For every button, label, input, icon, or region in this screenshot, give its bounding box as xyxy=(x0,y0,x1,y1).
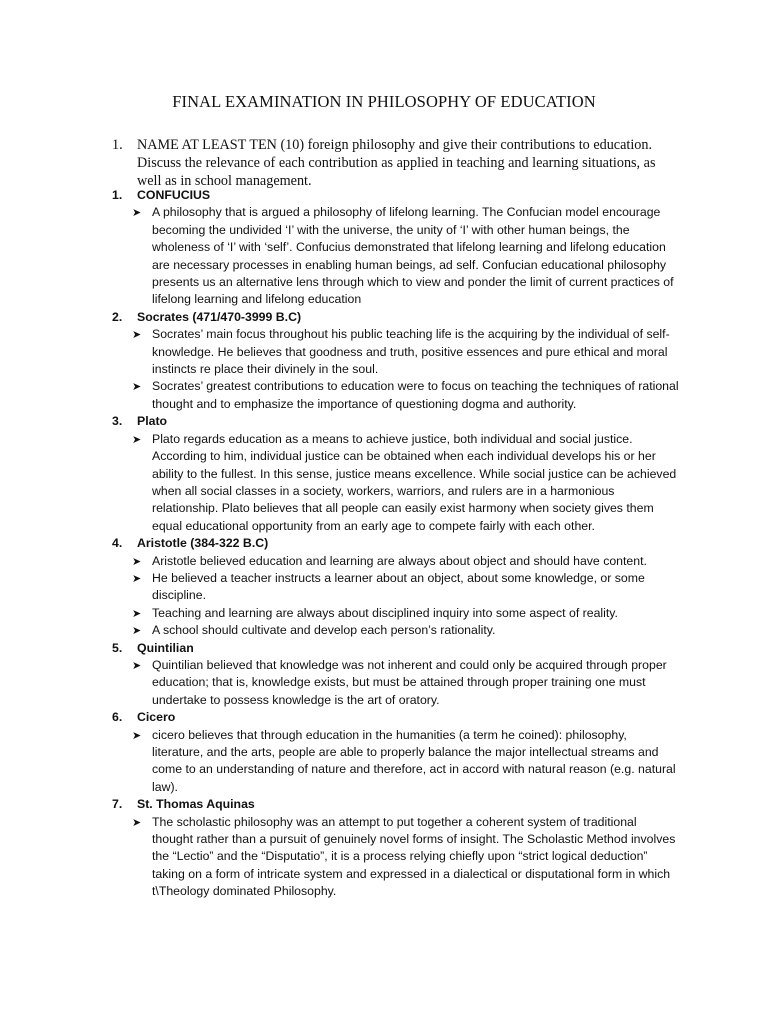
arrowhead-bullet-icon: ➤ xyxy=(132,728,142,742)
question-number: 1. xyxy=(112,137,123,153)
bullet-point xyxy=(112,814,676,901)
bullet-text: cicero believes that through education in the humanities (a term he coined): philosophy, literature, and the arts, people are able to properly balance the major intellectual streams and come to an understanding of nature and therefore, act in accord with natural reason (e.g. natural law). xyxy=(152,727,676,794)
item-number: 7. xyxy=(112,797,123,812)
list-item xyxy=(112,709,676,796)
bullet-point xyxy=(112,570,672,605)
arrowhead-bullet-icon: ➤ xyxy=(132,606,142,620)
bullet-point xyxy=(112,727,676,797)
bullet-text: Socrates’ main focus throughout his public teaching life is the acquiring by the individual of self-knowledge. He believes that goodness and truth, positive essences and pure ethical and moral instincts re place their divinely in the soul. xyxy=(152,327,670,377)
arrowhead-bullet-icon: ➤ xyxy=(132,658,142,672)
arrowhead-bullet-icon: ➤ xyxy=(132,571,142,585)
item-heading xyxy=(112,796,672,813)
item-heading-text: Socrates (471/470-3999 B.C) xyxy=(137,309,302,324)
bullet-text: A school should cultivate and develop each person’s rationality. xyxy=(152,623,496,638)
item-heading xyxy=(112,413,672,430)
arrowhead-bullet-icon: ➤ xyxy=(132,328,142,342)
item-heading xyxy=(112,187,672,204)
item-number: 5. xyxy=(112,640,123,655)
item-number: 2. xyxy=(112,309,123,324)
item-heading xyxy=(112,309,672,326)
bullet-point xyxy=(112,605,672,622)
item-heading-text: St. Thomas Aquinas xyxy=(137,797,255,812)
bullet-text: Plato regards education as a means to achieve justice, both individual and social justice. According to him, individual justice can be obtained when each individual develops his or her ability to the fullest. In this sense, justice means excellence. While social justice can be achieved when all social classes in a society, workers, warriors, and rulers are in a harmonious relationship. Plato believes that all people can easily exist harmony when society gives them equal educational opportunity from an early age to compete fairly with each other. xyxy=(152,431,677,533)
list-item xyxy=(112,796,676,900)
arrowhead-bullet-icon: ➤ xyxy=(132,624,142,638)
arrowhead-bullet-icon: ➤ xyxy=(132,815,142,829)
question-block xyxy=(112,136,672,190)
item-heading xyxy=(112,535,672,552)
bullet-point xyxy=(112,378,679,413)
item-heading-text: Aristotle (384-322 B.C) xyxy=(137,536,269,551)
item-number: 4. xyxy=(112,536,123,551)
list-item xyxy=(112,535,672,639)
bullet-text: Quintilian believed that knowledge was not inherent and could only be acquired through proper education; that is, knowledge exists, but must be attained through proper training one must undertake to possess knowledge is the art of oratory. xyxy=(152,657,667,707)
item-number: 6. xyxy=(112,710,123,725)
philosophers-list xyxy=(112,187,679,901)
item-heading xyxy=(112,640,672,657)
list-item xyxy=(112,413,677,535)
item-heading-text: CONFUCIUS xyxy=(137,188,211,202)
bullet-point xyxy=(112,657,672,709)
bullet-text: Aristotle believed education and learning are always about object and should have content. xyxy=(152,553,647,568)
question-text: NAME AT LEAST TEN (10) foreign philosophy and give their contributions to education. Discuss the relevance of each contribution as applied in teaching and learning situations, as well as in school management. xyxy=(137,137,656,189)
bullet-point xyxy=(112,622,672,639)
item-heading xyxy=(112,709,672,726)
bullet-text: He believed a teacher instructs a learner about an object, about some knowledge, or some discipline. xyxy=(152,570,645,603)
item-number: 1. xyxy=(112,188,123,202)
bullet-text: Teaching and learning are always about disciplined inquiry into some aspect of reality. xyxy=(152,605,618,620)
arrowhead-bullet-icon: ➤ xyxy=(132,554,142,568)
arrowhead-bullet-icon: ➤ xyxy=(132,206,142,220)
arrowhead-bullet-icon: ➤ xyxy=(132,380,142,394)
bullet-point xyxy=(112,553,672,570)
bullet-point xyxy=(112,204,672,308)
item-heading-text: Plato xyxy=(137,414,168,429)
item-number: 3. xyxy=(112,414,123,429)
item-heading-text: Quintilian xyxy=(137,640,194,655)
bullet-text: A philosophy that is argued a philosophy of lifelong learning. The Confucian model encourage becoming the undivided ‘I’ with the universe, the unity of ‘I’ with other human beings, the wholeness of ‘I’ with ‘self’. Confucius demonstrated that lifelong learning and lifelong education are necessary processes in enabling human beings, ad self. Confucian educational philosophy presents us an alternative lens through which to view and ponder the limit of current practices of lifelong learning and lifelong education xyxy=(152,205,674,307)
arrowhead-bullet-icon: ➤ xyxy=(132,432,142,446)
bullet-text: Socrates’ greatest contributions to education were to focus on teaching the techniques of rational thought and to emphasize the importance of questioning dogma and authority. xyxy=(152,379,679,411)
page-title: FINAL EXAMINATION IN PHILOSOPHY OF EDUCATION xyxy=(172,92,596,111)
list-item xyxy=(112,187,672,309)
item-heading-text: Cicero xyxy=(137,710,176,725)
bullet-point xyxy=(112,326,672,378)
bullet-text: The scholastic philosophy was an attempt to put together a coherent system of traditional thought rather than a pursuit of genuinely novel forms of insight. The Scholastic Method involves the “Lectio” and the “Disputatio”, it is a process relying chiefly upon “strict logical deduction” taking on a form of intricate system and expressed in a dialectical or disputational form in which t\Theology dominated Philosophy. xyxy=(152,814,676,899)
list-item xyxy=(112,309,679,413)
list-item xyxy=(112,640,672,710)
bullet-point xyxy=(112,431,677,535)
